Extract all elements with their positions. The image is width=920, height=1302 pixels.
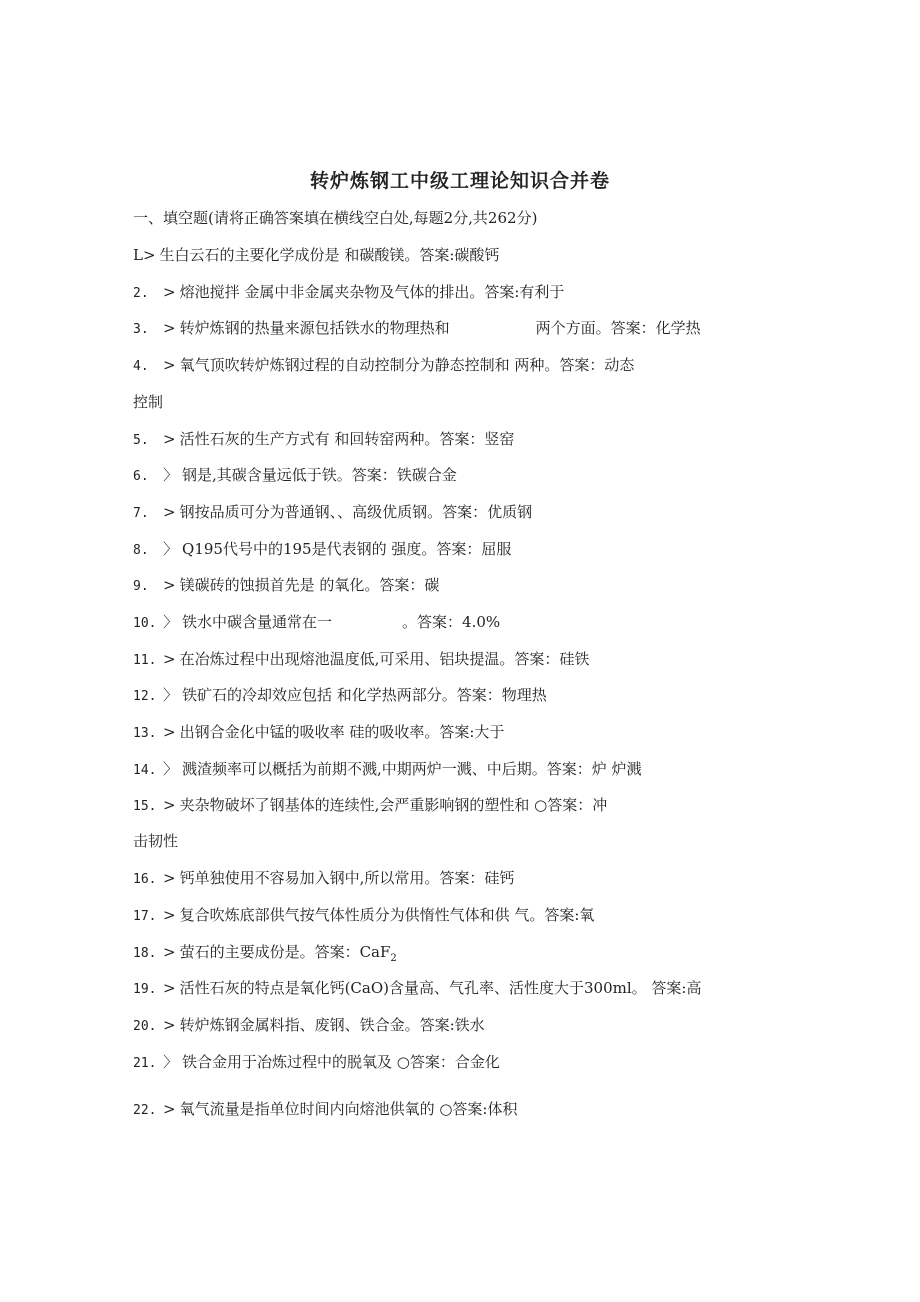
question-2 xyxy=(133,282,564,304)
question-text: 出钢合金化中锰的吸收率 硅的吸收率。答案:大于 xyxy=(179,723,505,741)
question-text: 钢是,其碳含量远低于铁。答案：铁碳合金 xyxy=(182,466,457,484)
question-text: 夹杂物破坏了钢基体的连续性,会严重影响钢的塑性和 ○答案：冲 xyxy=(179,796,608,814)
question-text: 铁合金用于冶炼过程中的脱氧及 ○答案：合金化 xyxy=(182,1053,500,1071)
question-text: 生白云石的主要化学成份是 和碳酸镁。答案:碳酸钙 xyxy=(159,246,500,264)
question-marker: > xyxy=(163,283,176,301)
question-marker: > xyxy=(142,246,156,264)
question-marker: > xyxy=(163,906,176,924)
question-marker: > xyxy=(163,1016,176,1034)
question-6 xyxy=(133,465,457,487)
question-marker: > xyxy=(163,650,176,668)
question-10 xyxy=(133,612,500,634)
question-text: 萤石的主要成份是。答案：CaF xyxy=(179,943,391,961)
question-number: 20. xyxy=(133,1019,157,1034)
question-4 xyxy=(133,355,634,377)
question-text-tail: 。答案：4.0% xyxy=(402,613,501,631)
question-marker: > xyxy=(163,979,176,997)
question-15 xyxy=(133,795,607,817)
question-marker: 〉 xyxy=(163,760,179,778)
subscript-number: 2 xyxy=(390,953,397,964)
question-number: 5. xyxy=(133,433,149,448)
question-number: 8. xyxy=(133,543,149,558)
question-text: 铁矿石的冷却效应包括 和化学热两部分。答案：物理热 xyxy=(182,686,547,704)
question-number: 15. xyxy=(133,799,157,814)
question-number: 17. xyxy=(133,909,157,924)
question-text: 溅渣频率可以概括为前期不溅,中期两炉一溅、中后期。答案：炉 炉溅 xyxy=(182,760,642,778)
question-marker: > xyxy=(163,319,176,337)
question-text: 活性石灰的特点是氧化钙(CaO)含量高、气孔率、活性度大于300ml。 答案:高 xyxy=(179,979,702,997)
question-14 xyxy=(133,759,642,781)
question-13 xyxy=(133,722,504,744)
question-1 xyxy=(133,245,499,265)
question-marker: 〉 xyxy=(163,466,179,484)
question-text: 活性石灰的生产方式有 和回转窑两种。答案：竖窑 xyxy=(179,430,515,448)
question-text: 转炉炼钢的热量来源包括铁水的物理热和 xyxy=(179,319,450,337)
question-marker: 〉 xyxy=(163,613,179,631)
question-text-tail: 两个方面。答案：化学热 xyxy=(535,319,701,337)
question-18 xyxy=(133,942,397,969)
question-15-continuation: 击韧性 xyxy=(133,832,179,850)
question-marker: > xyxy=(163,503,176,521)
question-number: 21. xyxy=(133,1056,157,1071)
question-12 xyxy=(133,685,547,707)
question-number: 7. xyxy=(133,506,149,521)
question-number: 11. xyxy=(133,653,157,668)
question-text: 氧气顶吹转炉炼钢过程的自动控制分为静态控制和 两种。答案：动态 xyxy=(179,356,635,374)
section-heading: 一、填空题(请将正确答案填在横线空白处,每题2分,共262分) xyxy=(133,209,538,227)
question-text: 镁碳砖的蚀损首先是 的氧化。答案：碳 xyxy=(179,576,440,594)
question-marker: > xyxy=(163,576,176,594)
question-3 xyxy=(133,318,701,340)
question-number: L xyxy=(133,246,143,264)
question-16 xyxy=(133,868,514,890)
question-number: 12. xyxy=(133,689,157,704)
question-11 xyxy=(133,649,589,671)
question-marker: > xyxy=(163,723,176,741)
question-text: 钙单独使用不容易加入钢中,所以常用。答案：硅钙 xyxy=(179,869,515,887)
question-marker: > xyxy=(163,943,176,961)
question-4-continuation: 控制 xyxy=(133,393,164,411)
question-marker: > xyxy=(163,796,176,814)
question-number: 18. xyxy=(133,946,157,961)
question-text: 钢按品质可分为普通钢、、高级优质钢。答案：优质钢 xyxy=(179,503,533,521)
question-number: 22. xyxy=(133,1103,157,1118)
question-5 xyxy=(133,429,514,451)
question-text: Q195代号中的195是代表钢的 强度。答案：屈服 xyxy=(182,540,512,558)
question-17 xyxy=(133,905,594,927)
question-marker: > xyxy=(163,1100,176,1118)
question-19 xyxy=(133,978,701,1000)
question-text: 复合吹炼底部供气按气体性质分为供惰性气体和供 气。答案:氧 xyxy=(179,906,595,924)
question-number: 14. xyxy=(133,763,157,778)
question-22 xyxy=(133,1099,518,1121)
question-8 xyxy=(133,539,511,561)
question-text: 熔池搅拌 金属中非金属夹杂物及气体的排出。答案:有利于 xyxy=(179,283,565,301)
document-title: 转炉炼钢工中级工理论知识合并卷 xyxy=(309,170,610,192)
question-text: 氧气流量是指单位时间内向熔池供氧的 ○答案:体积 xyxy=(179,1100,518,1118)
question-number: 19. xyxy=(133,982,157,997)
question-text: 转炉炼钢金属料指、废钢、铁合金。答案:铁水 xyxy=(179,1016,485,1034)
question-marker: > xyxy=(163,430,176,448)
question-20 xyxy=(133,1015,485,1037)
question-21 xyxy=(133,1052,500,1074)
question-marker: > xyxy=(163,356,176,374)
question-marker: 〉 xyxy=(163,686,179,704)
question-number: 2. xyxy=(133,286,149,301)
question-number: 6. xyxy=(133,469,149,484)
question-number: 9. xyxy=(133,579,149,594)
question-marker: 〉 xyxy=(163,540,179,558)
question-number: 4. xyxy=(133,359,149,374)
question-text: 在冶炼过程中出现熔池温度低,可采用、铝块提温。答案：硅铁 xyxy=(179,650,590,668)
question-number: 16. xyxy=(133,872,157,887)
question-number: 3. xyxy=(133,322,149,337)
question-number: 13. xyxy=(133,726,157,741)
question-text: 铁水中碳含量通常在一 xyxy=(182,613,333,631)
question-9 xyxy=(133,575,439,597)
question-7 xyxy=(133,502,532,524)
question-marker: 〉 xyxy=(163,1053,179,1071)
question-marker: > xyxy=(163,869,176,887)
question-number: 10. xyxy=(133,616,157,631)
